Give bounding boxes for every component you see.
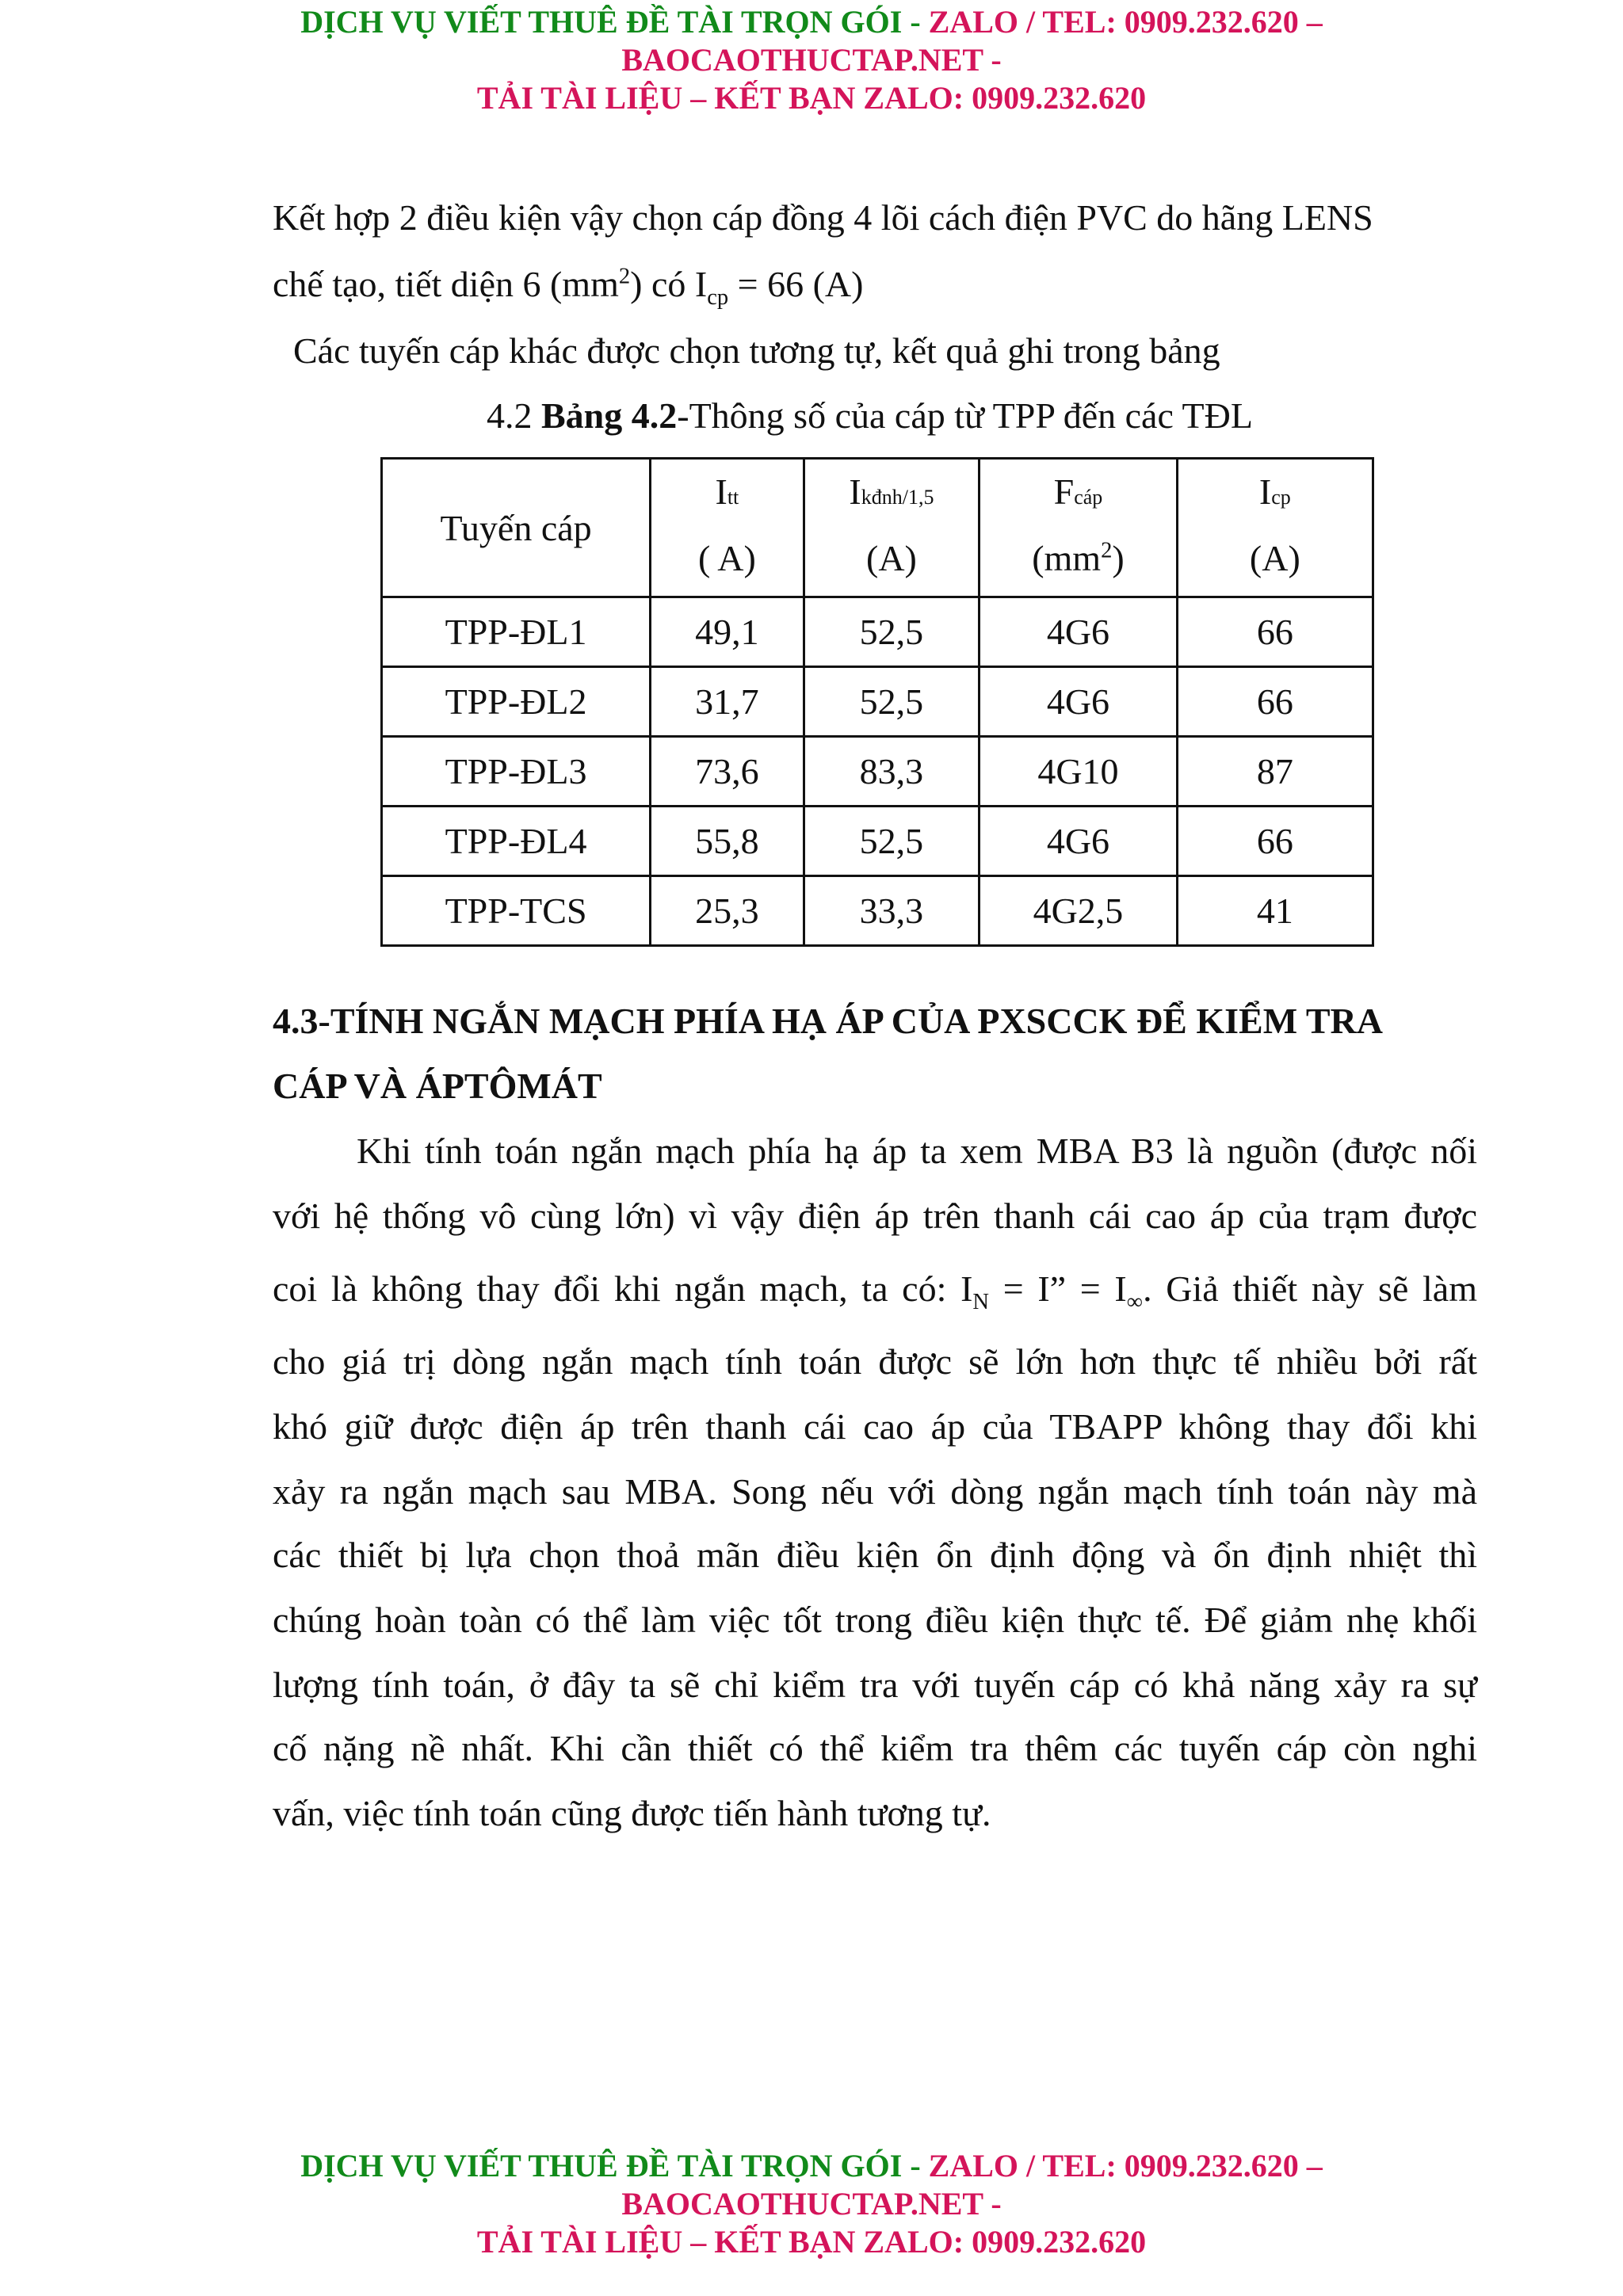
section-heading-line-1: 4.3-TÍNH NGẮN MẠCH PHÍA HẠ ÁP CỦA PXSCCK ĐỂ KIỂM TRA: [273, 1001, 1383, 1041]
table-cell: 4G6: [980, 667, 1177, 737]
body-line: khó giữ được điện áp trên thanh cái cao áp của TBAPP không thay đổi khi: [273, 1406, 1477, 1447]
header-banner: [0, 3, 1623, 117]
banner-line-1: DỊCH VỤ VIẾT THUÊ ĐỀ TÀI TRỌN GÓI - ZALO / TEL: 0909.232.620 –: [300, 4, 1323, 40]
header-ikdnh: Ikđnh/1,5 (A): [804, 459, 980, 597]
table-row: [382, 597, 1373, 667]
body-line: lượng tính toán, ở đây ta sẽ chỉ kiểm tra với tuyến cáp có khả năng xảy ra sự: [273, 1665, 1477, 1705]
banner-line-2: BAOCAOTHUCTAP.NET -: [621, 42, 1002, 78]
table-cell: 52,5: [804, 807, 980, 876]
banner-line-1: DỊCH VỤ VIẾT THUÊ ĐỀ TÀI TRỌN GÓI - ZALO / TEL: 0909.232.620 –: [300, 2148, 1323, 2183]
table-cell: 83,3: [804, 737, 980, 807]
table-header-row: [382, 459, 1373, 597]
body-line: xảy ra ngắn mạch sau MBA. Song nếu với dòng ngắn mạch tính toán này mà: [273, 1471, 1477, 1512]
body-line: Khi tính toán ngắn mạch phía hạ áp ta xem MBA B3 là nguồn (được nối: [357, 1131, 1477, 1171]
table-cell: 66: [1177, 807, 1373, 876]
header-tuyen-cap: Tuyến cáp: [382, 459, 651, 597]
header-fcap: Fcáp $(mm^2)$: [980, 459, 1177, 597]
body-line: với hệ thống vô cùng lớn) vì vậy điện áp trên thanh cái cao áp của trạm được: [273, 1196, 1477, 1236]
banner-line-3: TẢI TÀI LIỆU – KẾT BẠN ZALO: 0909.232.620: [476, 2224, 1147, 2260]
table-cell: 73,6: [651, 737, 804, 807]
table-cell: 41: [1177, 876, 1373, 946]
table-cell: TPP-ĐL4: [382, 807, 651, 876]
table-cell: TPP-ĐL2: [382, 667, 651, 737]
table-cell: TPP-ĐL3: [382, 737, 651, 807]
table-cell: 52,5: [804, 667, 980, 737]
body-line: coi là không thay đổi khi ngắn mạch, ta có: $I_N = I$” = $I_\infty$. Giả thiết này sẽ làm: [273, 1268, 1477, 1315]
table-row: [382, 807, 1373, 876]
table-cell: 25,3: [651, 876, 804, 946]
table-cell: 55,8: [651, 807, 804, 876]
body-line: vấn, việc tính toán cũng được tiến hành tương tự.: [273, 1793, 991, 1833]
body-line: các thiết bị lựa chọn thoả mãn điều kiện ổn định động và ổn định nhiệt thì: [273, 1535, 1477, 1575]
banner-line-2: BAOCAOTHUCTAP.NET -: [621, 2186, 1002, 2222]
intro-line-3: Các tuyến cáp khác được chọn tương tự, kết quả ghi trong bảng: [293, 330, 1220, 371]
table-row: [382, 667, 1373, 737]
intro-line-1: Kết hợp 2 điều kiện vậy chọn cáp đồng 4 lõi cách điện PVC do hãng LENS: [273, 197, 1373, 238]
table-cell: 49,1: [651, 597, 804, 667]
table-cell: 33,3: [804, 876, 980, 946]
table-cell: 87: [1177, 737, 1373, 807]
table-cell: 31,7: [651, 667, 804, 737]
body-line: cố nặng nề nhất. Khi cần thiết có thể kiểm tra thêm các tuyến cáp còn nghi: [273, 1728, 1477, 1768]
table-cell: TPP-ĐL1: [382, 597, 651, 667]
header-itt: Itt ( A): [651, 459, 804, 597]
body-line: cho giá trị dòng ngắn mạch tính toán được sẽ lớn hơn thực tế nhiều bởi rất: [273, 1341, 1477, 1382]
header-icp: Icp (A): [1177, 459, 1373, 597]
table-cell: TPP-TCS: [382, 876, 651, 946]
table-cell: 66: [1177, 667, 1373, 737]
table-caption: 4.2 Bảng 4.2-Thông số của cáp từ TPP đến các TĐL: [487, 395, 1253, 436]
footer-banner: [0, 2147, 1623, 2261]
intro-line-2: chế tạo, tiết diện 6 $(mm^2)$ có $I_{cp} = 66$ (A): [273, 264, 864, 311]
table-cell: 4G10: [980, 737, 1177, 807]
table-cell: 52,5: [804, 597, 980, 667]
cable-spec-table: [380, 457, 1374, 947]
section-heading-line-2: CÁP VÀ ÁPTÔMÁT: [273, 1066, 602, 1106]
banner-line-3: TẢI TÀI LIỆU – KẾT BẠN ZALO: 0909.232.620: [476, 80, 1147, 116]
table-row: [382, 737, 1373, 807]
table-cell: 4G6: [980, 807, 1177, 876]
table-row: [382, 876, 1373, 946]
table-cell: 4G6: [980, 597, 1177, 667]
table-cell: 4G2,5: [980, 876, 1177, 946]
table-cell: 66: [1177, 597, 1373, 667]
body-line: chúng hoàn toàn có thể làm việc tốt trong điều kiện thực tế. Để giảm nhẹ khối: [273, 1600, 1477, 1640]
